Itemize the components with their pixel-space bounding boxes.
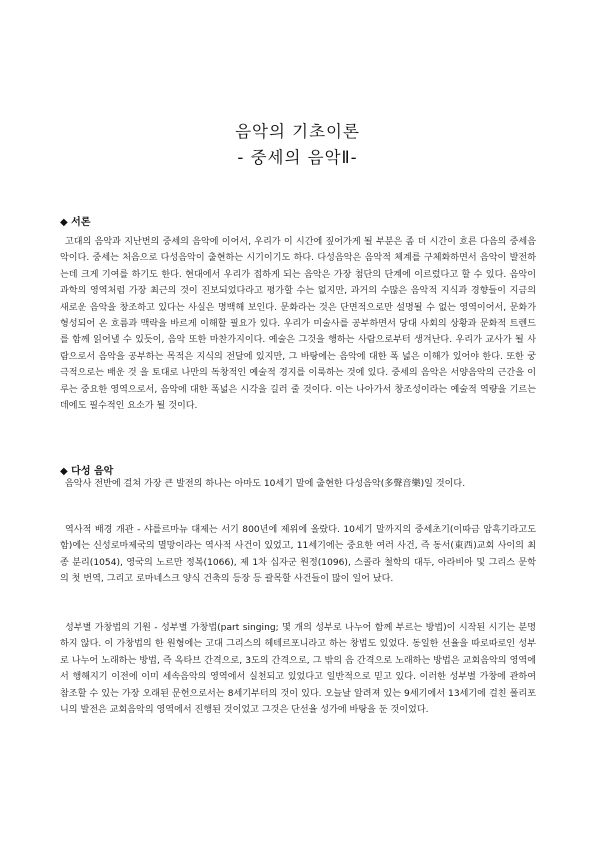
- paragraph-intro: 고대의 음악과 지난번의 중세의 음악에 이어서, 우리가 이 시간에 짚어가게 될 부분은 좀 더 시간이 흐른 다음의 중세음악이다. 중세는 처음으로 다성음악이 출현하는 시기이기도 하다. 다성음악은 음악적 체계를 구체화하면서 음악이 발전하는데 크게 기여를 하기도 한다. 현대에서 우리가 접하게 되는 음악은 가장 첨단의 단계에 이르렀다고 할 수 있다. 음악이 과학의 영역처럼 가장 최근의 것이 진보되었다라고 평가할 수는 없지만, 과거의 수많은 음악적 지식과 경향들이 지금의 새로운 음악을 창조하고 있다는 사실은 명백해 보인다. 문화라는 것은 단면적으로만 설명될 수 없는 영역이어서, 문화가 형성되어 온 흐름과 맥락을 바르게 이해할 필요가 있다. 우리가 미술사를 공부하면서 당대 사회의 상황과 문화적 트렌드를 함께 읽어낼 수 있듯이, 음악 또한 마찬가지이다. 예술은 그것을 행하는 사람으로부터 생겨난다. 우리가 교사가 될 사람으로서 음악을 공부하는 목적은 지식의 전달에 있지만, 그 바탕에는 음악에 대한 폭 넓은 이해가 있어야 한다. 또한 궁극적으로는 배운 것 을 토대로 나만의 독창적인 예술적 경지를 이룩하는 것에 있다. 중세의 음악은 서양음악의 근간을 이루는 중요한 영역으로서, 음악에 대한 폭넓은 시각을 길러 줄 것이다. 이는 나아가서 창조성이라는 예술적 역량을 기르는 데에도 필수적인 요소가 될 것이다.: [60, 237, 536, 412]
- paragraph-historical-background: 역사적 배경 개관 - 샤를르마뉴 대제는 서기 800년에 제위에 올랐다. 10세기 말까지의 중세초기(이따금 암흑기라고도 함)에는 신성로마제국의 멸망이라는 역사적 사건이 있었고, 11세기에는 중요한 여러 사건, 즉 동서(東西)교회 사이의 최종 분리(1054), 영국의 노르만 정복(1066), 제 1차 십자군 원정(1096), 스콜라 철학의 대두, 아라비아 및 그리스 문학의 첫 번역, 그리고 로마네스크 양식 건축의 등장 등 괄목할 사건들이 많이 일어 났다.: [60, 525, 536, 585]
- section-heading-polyphony: ◆ 다성 음악: [60, 466, 114, 477]
- document-title: 음악의 기초이론: [235, 122, 360, 141]
- document-subtitle: - 중세의 음악Ⅱ-: [237, 148, 358, 167]
- section-heading-intro: ◆ 서론: [60, 217, 91, 228]
- paragraph-part-singing-origin: 성부별 가창법의 기원 - 성부별 가창법(part singing; 몇 개의 성부로 나누어 함께 부르는 방법)이 시작된 시기는 분명하지 않다. 이 가창법의 한 원형에는 고대 그리스의 헤테르포니라고 하는 창법도 있었다. 동일한 선율을 따로따로인 성부로 나누어 노래하는 방법, 즉 옥타브 간격으로, 3도의 간격으로, 그 밖의 음 간격으로 노래하는 방법은 교회음악의 영역에서 행해지기 이전에 이미 세속음악의 영역에서 실천되고 있었다고 일반적으로 믿고 있다. 이러한 성부별 가창에 관하여 참조할 수 있는 가장 오래된 문헌으로서는 8세기부터의 것이 있다. 오늘날 알려져 있는 9세기에서 13세기에 걸친 폴리포니의 발전은 교회음악의 영역에서 진행된 것이었고 그것은 단선율 성가에 바탕을 둔 것이었다.: [60, 623, 536, 716]
- paragraph-polyphony-intro: 음악사 전반에 걸쳐 가장 큰 발전의 하나는 아마도 10세기 말에 출현한 다성음악(多聲音樂)일 것이다.: [65, 479, 466, 489]
